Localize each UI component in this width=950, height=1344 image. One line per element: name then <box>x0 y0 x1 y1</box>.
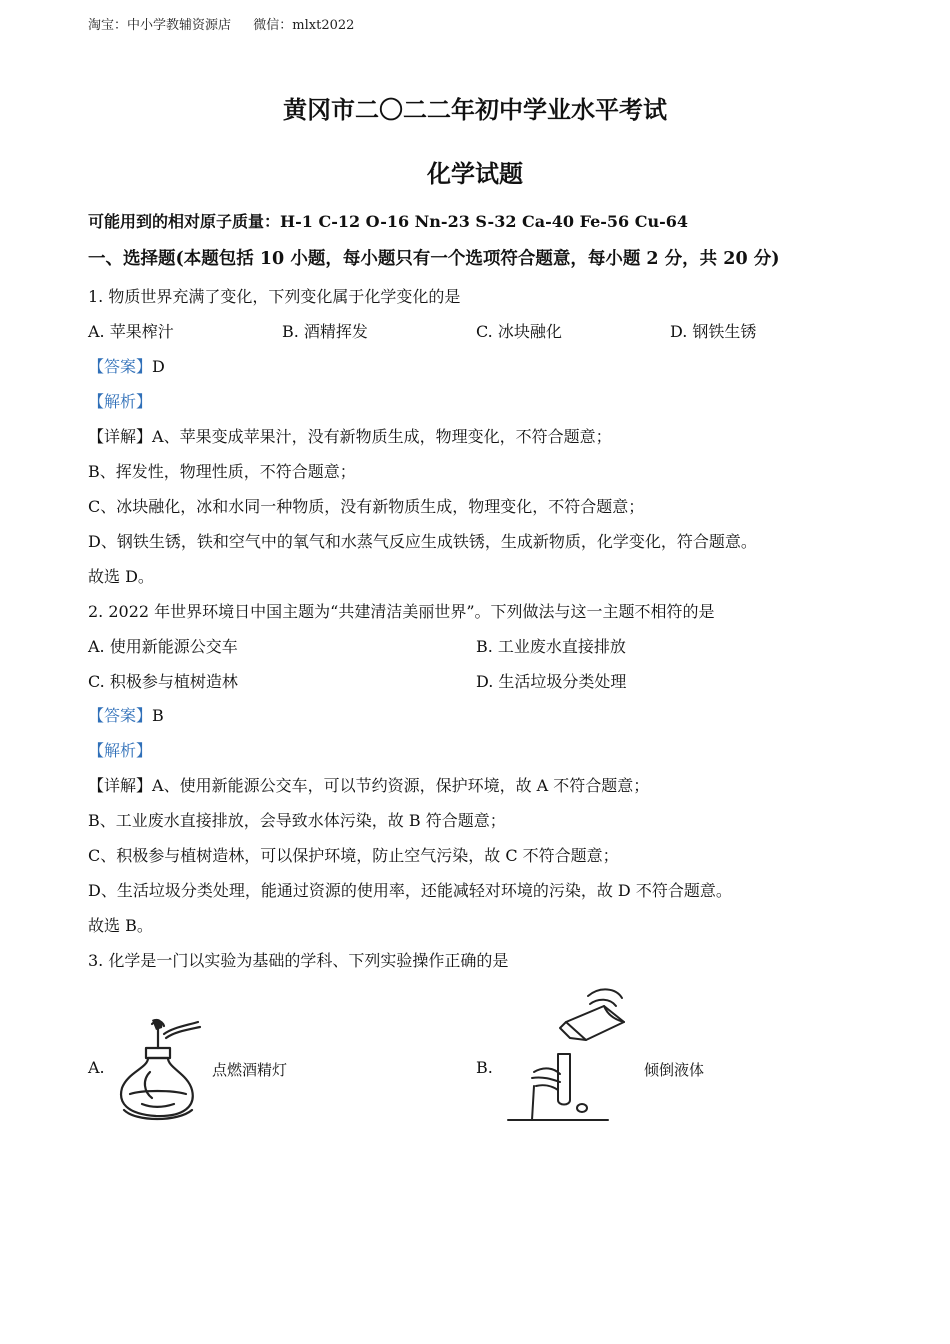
alcohol-lamp-lighting-figure <box>112 1018 204 1126</box>
q2-detail-line: B、工业废水直接排放，会导致水体污染，故 B 符合题意； <box>88 811 506 830</box>
q1-detail-line <box>88 424 612 447</box>
q2-option-c: C. 积极参与植树造林 <box>88 672 238 691</box>
q3-option-b-letter: B. <box>476 1058 493 1077</box>
q1-option-c: C. 冰块融化 <box>476 322 562 341</box>
q1-detail-line: C、冰块融化，冰和水同一种物质，没有新物质生成，物理变化，不符合题意； <box>88 497 645 516</box>
q1-detail-tag: 【详解】 <box>88 427 153 446</box>
q2-answer <box>88 703 164 726</box>
q1-stem: 1. 物质世界充满了变化，下列变化属于化学变化的是 <box>88 287 461 306</box>
q2-option-a: A. 使用新能源公交车 <box>88 637 238 656</box>
q2-answer-value: B <box>152 706 164 725</box>
q2-detail-tag: 【详解】 <box>88 776 153 795</box>
q1-conclusion: 故选 D。 <box>88 567 154 586</box>
header-wechat: 微信：mlxt2022 <box>253 18 355 33</box>
header-shop: 淘宝：中小学教辅资源店 <box>88 18 232 33</box>
q2-detail-line: C、积极参与植树造林，可以保护环境，防止空气污染，故 C 不符合题意； <box>88 846 619 865</box>
pouring-liquid-figure <box>504 982 634 1124</box>
q2-analysis-tag: 【解析】 <box>88 741 153 760</box>
q3-stem: 3. 化学是一门以实验为基础的学科、下列实验操作正确的是 <box>88 951 509 970</box>
q2-option-d: D. 生活垃圾分类处理 <box>476 672 627 691</box>
q1-detail-line: D、钢铁生锈，铁和空气中的氧气和水蒸气反应生成铁锈，生成新物质，化学变化，符合题意。 <box>88 532 757 551</box>
q1-detail-text: A、苹果变成苹果汁，没有新物质生成，物理变化，不符合题意； <box>152 427 612 446</box>
q1-answer <box>88 354 165 377</box>
section-title: 一、选择题(本题包括 10 小题，每小题只有一个选项符合题意，每小题 2 分，共 20 分) <box>88 249 780 269</box>
q1-option-d: D. 钢铁生锈 <box>670 322 757 341</box>
q1-answer-tag: 【答案】 <box>88 357 153 376</box>
q3-option-b-text: 倾倒液体 <box>644 1061 705 1079</box>
pouring-liquid-icon <box>504 982 634 1124</box>
q2-conclusion: 故选 B。 <box>88 916 153 935</box>
q1-detail-line: B、挥发性，物理性质，不符合题意； <box>88 462 356 481</box>
q2-answer-tag: 【答案】 <box>88 706 153 725</box>
q1-answer-value: D <box>152 357 165 376</box>
exam-title: 黄冈市二〇二二年初中学业水平考试 <box>283 95 667 124</box>
page-header <box>88 14 354 33</box>
atomic-masses: 可能用到的相对原子质量：H-1 C-12 O-16 Nn-23 S-32 Ca-40 Fe-56 Cu-64 <box>88 212 689 231</box>
q2-detail-line: D、生活垃圾分类处理，能通过资源的使用率，还能减轻对环境的污染，故 D 不符合题意。 <box>88 881 732 900</box>
q2-option-b: B. 工业废水直接排放 <box>476 637 626 656</box>
q1-option-b: B. 酒精挥发 <box>282 322 368 341</box>
q1-option-a: A. 苹果榨汁 <box>88 322 174 341</box>
q2-detail-line <box>88 773 649 796</box>
q1-analysis-tag: 【解析】 <box>88 392 153 411</box>
alcohol-lamp-icon <box>112 1018 204 1126</box>
q3-option-a-letter: A. <box>88 1058 105 1077</box>
q2-stem: 2. 2022 年世界环境日中国主题为“共建清洁美丽世界”。下列做法与这一主题不相符的是 <box>88 602 715 621</box>
q2-detail-text: A、使用新能源公交车，可以节约资源，保护环境，故 A 不符合题意； <box>152 776 650 795</box>
q3-option-a-text: 点燃酒精灯 <box>212 1061 288 1079</box>
subject-title: 化学试题 <box>427 159 523 188</box>
